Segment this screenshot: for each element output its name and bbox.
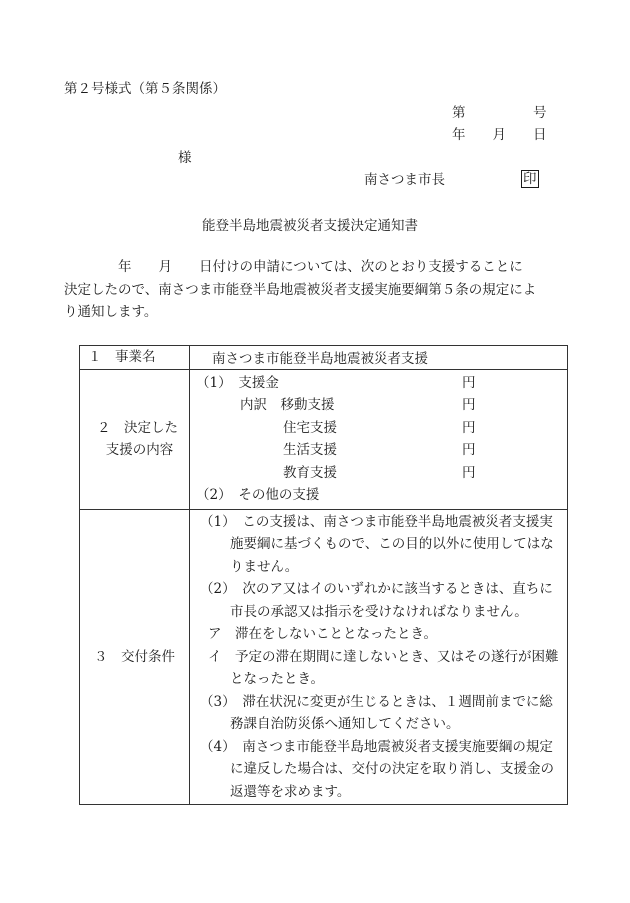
addressee: 様	[178, 150, 192, 166]
support-money-yen: 円	[462, 374, 476, 391]
body-text	[64, 256, 568, 324]
breakdown-row-living	[196, 439, 567, 462]
condition-3: （3） 滞在状況に変更が生じるときは、１週間前までに総務課自治防災係へ通知してください。	[200, 693, 553, 732]
support-money-row	[196, 372, 567, 395]
table-row-support	[80, 369, 568, 509]
table-row-project	[80, 346, 568, 370]
seal-mark	[521, 170, 539, 188]
breakdown-education-yen: 円	[462, 464, 476, 481]
condition-2: （2） 次のア又はイのいずれかに該当するときは、直ちに市長の承認又は指示を受けなければなりません。	[200, 581, 553, 620]
table-row-conditions	[80, 509, 568, 805]
support-label-line-2: 支援の内容	[105, 442, 174, 458]
support-label-line-1: ２ 決定した	[97, 419, 178, 436]
issue-date: 年 月 日	[452, 127, 547, 143]
breakdown-education-label: 教育支援	[283, 464, 337, 481]
breakdown-row-housing	[196, 417, 567, 440]
condition-4: （4） 南さつま市能登半島地震被災者支援実施要綱の規定に違反した場合は、交付の決定を取り消し、支援金の返還等を求めます。	[200, 738, 554, 800]
other-support-row: （2） その他の支援	[196, 487, 320, 503]
document-title: 能登半島地震被災者支援決定通知書	[202, 218, 418, 234]
breakdown-living-yen: 円	[462, 442, 476, 458]
support-label	[80, 369, 190, 509]
breakdown-row-travel	[196, 394, 567, 417]
breakdown-travel-label: 内訳 移動支援	[240, 397, 335, 413]
body-line-2: 決定したので、南さつま市能登半島地震被災者支援実施要綱第５条の規定によ	[64, 281, 537, 298]
project-value: 南さつま市能登半島地震被災者支援	[190, 346, 568, 370]
breakdown-housing-yen: 円	[462, 419, 476, 436]
body-line-3: り通知します。	[64, 304, 158, 320]
document-number: 第 号	[452, 105, 547, 121]
project-label: １ 事業名	[80, 346, 190, 370]
breakdown-housing-label: 住宅支援	[283, 419, 337, 436]
support-money-label: （1） 支援金	[196, 374, 279, 391]
condition-1: （1） この支援は、南さつま市能登半島地震被災者支援実施要綱に基づくもので、この目的以外に使用してはなりません。	[200, 513, 554, 575]
breakdown-living-label: 生活支援	[283, 442, 337, 458]
condition-2b: イ 予定の滞在期間に達しないとき、又はその遂行が困難となったとき。	[208, 648, 559, 687]
body-line-1: 年 月 日付けの申請については、次のとおり支援することに	[64, 259, 523, 275]
conditions-content	[190, 509, 568, 805]
support-table	[79, 345, 568, 805]
support-content	[190, 369, 568, 509]
seal-text: 印	[523, 171, 537, 187]
issuer-name: 南さつま市長	[364, 172, 445, 188]
conditions-label: ３ 交付条件	[80, 509, 190, 805]
form-number: 第２号様式（第５条関係）	[64, 81, 226, 97]
condition-2a: ア 滞在をしないこととなったとき。	[208, 626, 437, 642]
breakdown-travel-yen: 円	[462, 397, 476, 413]
breakdown-row-education	[196, 462, 567, 485]
